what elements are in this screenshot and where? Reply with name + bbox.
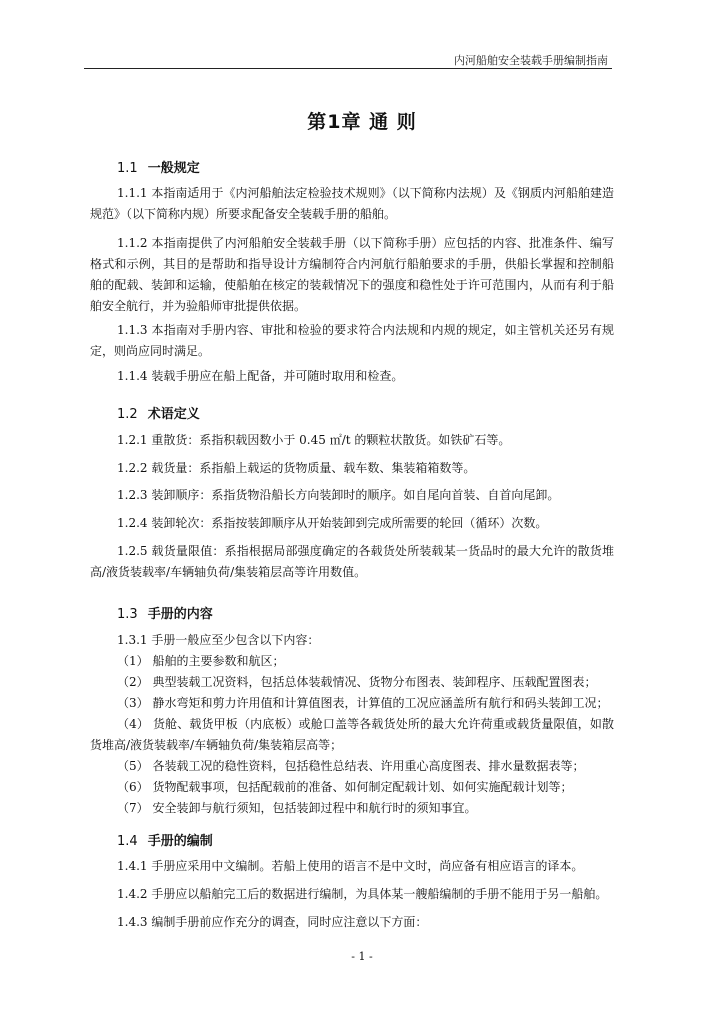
section-number: 1.4	[117, 834, 138, 849]
list-item: （3） 静水弯矩和剪力许用值和计算值图表，计算值的工况应涵盖所有航行和码头装卸工况；	[117, 696, 609, 710]
running-header-title: 内河船舶安全装载手册编制指南	[454, 54, 608, 67]
section-heading-1-2	[117, 403, 200, 422]
section-title: 手册的内容	[147, 607, 213, 622]
section-title: 术语定义	[147, 407, 200, 422]
section-number: 1.1	[117, 161, 138, 176]
paragraph-1-4-1: 1.4.1 手册应采用中文编制。若船上使用的语言不是中文时，尚应备有相应语言的译本。	[117, 859, 584, 873]
paragraph-1-1-1: 1.1.1 本指南适用于《内河船舶法定检验技术规则》（以下简称内法规）及《钢质内河船舶建造规范》（以下简称内规）所要求配备安全装载手册的船舶。	[90, 186, 614, 221]
list-item: （7） 安全装卸与航行须知，包括装卸过程中和航行时的须知事宜。	[117, 801, 477, 815]
paragraph-1-4-2: 1.4.2 手册应以船舶完工后的数据进行编制，为具体某一艘船编制的手册不能用于另一船舶。	[117, 887, 608, 901]
paragraph-1-4-3: 1.4.3 编制手册前应作充分的调查，同时应注意以下方面：	[117, 915, 428, 929]
paragraph-1-1-3: 1.1.3 本指南对手册内容、审批和检验的要求符合内法规和内规的规定，如主管机关还另有规定，则尚应同时满足。	[90, 323, 614, 358]
paragraph-1-3-1: 1.3.1 手册一般应至少包含以下内容：	[117, 633, 320, 647]
section-heading-1-3	[117, 603, 213, 622]
paragraph-1-1-4: 1.1.4 装载手册应在船上配备，并可随时取用和检查。	[117, 369, 404, 383]
section-title: 一般规定	[147, 161, 200, 176]
paragraph-1-2-2: 1.2.2 载货量：系指船上载运的货物质量、载车数、集装箱箱数等。	[117, 461, 476, 475]
section-title: 手册的编制	[147, 834, 213, 849]
section-heading-1-1	[117, 157, 200, 176]
list-item: （2） 典型装载工况资料，包括总体装载情况、货物分布图表、装卸程序、压载配置图表；	[117, 675, 597, 689]
page-number: - 1 -	[351, 950, 373, 963]
paragraph-1-2-1: 1.2.1 重散货：系指积载因数小于 0.45 ㎡/t 的颗粒状散货。如铁矿石等。	[117, 433, 511, 447]
section-number: 1.2	[117, 407, 138, 422]
section-heading-1-4	[117, 830, 213, 849]
paragraph-1-2-5: 1.2.5 载货量限值：系指根据局部强度确定的各载货处所装载某一货品时的最大允许的散货堆高/液货装载率/车辆轴负荷/集装箱层高等许用数值。	[90, 544, 614, 579]
list-item: （4） 货舱、载货甲板（内底板）或舱口盖等各载货处所的最大允许荷重或载货量限值，如散货堆高/液货装载率/车辆轴负荷/集装箱层高等；	[90, 717, 614, 752]
paragraph-1-1-2: 1.1.2 本指南提供了内河船舶安全装载手册（以下简称手册）应包括的内容、批准条件、编写格式和示例，其目的是帮助和指导设计方编制符合内河航行船舶要求的手册，供船长掌握和控制船舶的配载、装卸和运输，使船舶在核定的装载情况下的强度和稳性处于许可范围内，从而有利于船舶安全航行，并为验船师审批提供依据。	[90, 236, 614, 313]
section-number: 1.3	[117, 607, 138, 622]
paragraph-1-2-3: 1.2.3 装卸顺序：系指货物沿船长方向装卸时的顺序。如自尾向首装、自首向尾卸。	[117, 488, 560, 502]
paragraph-1-2-4: 1.2.4 装卸轮次：系指按装卸顺序从开始装卸到完成所需要的轮回（循环）次数。	[117, 516, 548, 530]
chapter-title: 第1章 通 则	[307, 111, 417, 133]
list-item: （6） 货物配载事项，包括配载前的准备、如何制定配载计划、如何实施配载计划等；	[117, 780, 573, 794]
list-item: （5） 各装载工况的稳性资料，包括稳性总结表、许用重心高度图表、排水量数据表等；	[117, 759, 585, 773]
list-item: （1） 船舶的主要参数和航区；	[117, 654, 285, 668]
running-header	[84, 54, 612, 69]
